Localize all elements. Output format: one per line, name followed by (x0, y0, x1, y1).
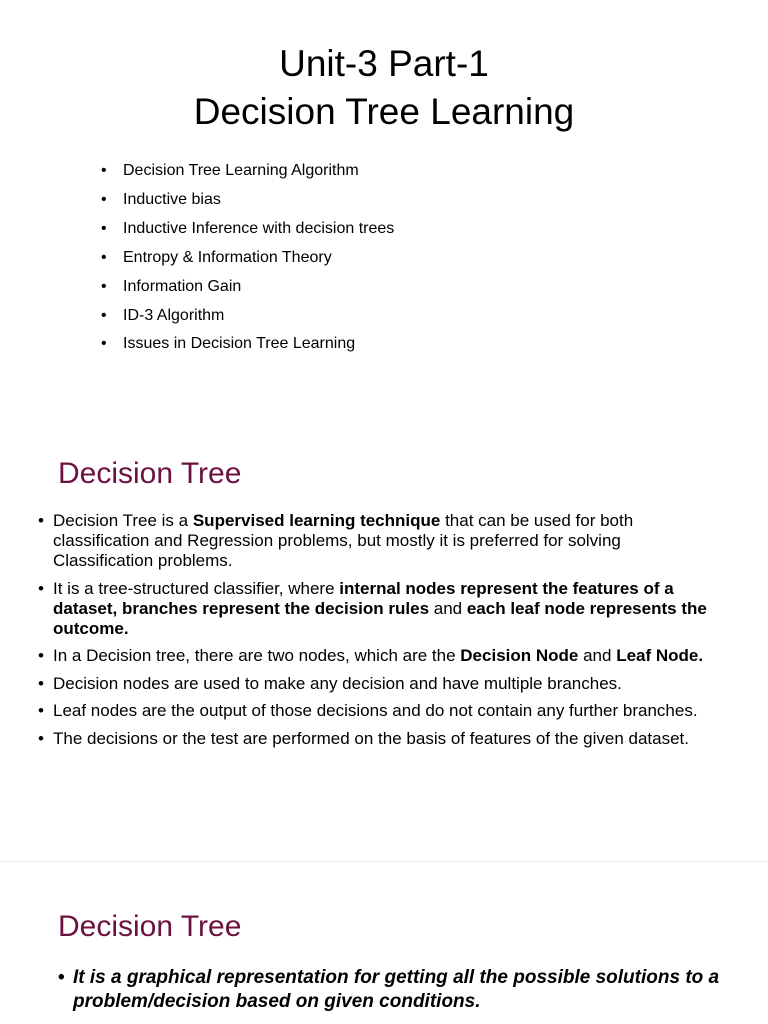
bullet-text: that can be used for both classification and Regression problems, but mostly it is preferred for solving Classification problems. (53, 511, 634, 570)
bullet-item: • The decisions or the test are performed on the basis of features of the given dataset. (38, 729, 708, 749)
bullet-item (38, 646, 708, 666)
description-list (58, 966, 738, 1014)
bullet-bold-text: internal nodes represent the features of a dataset, branches represent the decision rules (53, 578, 674, 618)
section-title: Decision Tree (58, 910, 242, 943)
title-line-2: Decision Tree Learning (193, 91, 575, 132)
topic-item: • ID-3 Algorithm (101, 302, 394, 331)
bullet-bold-text: Decision Node (460, 646, 579, 665)
bullet-item: • Decision nodes are used to make any decision and have multiple branches. (38, 674, 708, 694)
topic-item: • Inductive bias (101, 186, 394, 215)
bullet-bold-text: each leaf node represents the outcome. (53, 598, 707, 638)
topic-item: • Decision Tree Learning Algorithm (101, 157, 394, 186)
definition-list (38, 511, 708, 756)
slide-title (0, 0, 768, 430)
bullet-bold-text: Supervised learning technique (192, 511, 441, 530)
bullet-text: In a Decision tree, there are two nodes, which are the (53, 646, 461, 665)
topic-item: • Entropy & Information Theory (101, 244, 394, 273)
section-title: Decision Tree (58, 457, 242, 490)
slide-decision-tree-1 (0, 430, 768, 860)
bullet-item: • It is a graphical representation for getting all the possible solutions to a problem/decision based on given conditions. (58, 966, 738, 1014)
bullet-text: It is a tree-structured classifier, where (53, 578, 340, 598)
bullet-bold-text: Leaf Node. (616, 646, 704, 665)
bullet-item (38, 511, 708, 571)
topics-list (101, 157, 394, 359)
bullet-text: and (578, 646, 617, 665)
bullet-text: and (429, 598, 467, 618)
topic-item: • Inductive Inference with decision trees (101, 215, 394, 244)
topic-item: • Issues in Decision Tree Learning (101, 330, 394, 359)
bullet-item: • Leaf nodes are the output of those decisions and do not contain any further branches. (38, 701, 708, 721)
bullet-text: Decision Tree is a (53, 511, 193, 530)
slide-main-title (0, 40, 768, 136)
title-line-1: Unit-3 Part-1 (279, 43, 489, 84)
topic-item: • Information Gain (101, 273, 394, 302)
bullet-item (38, 579, 708, 639)
slide-decision-tree-2 (0, 862, 768, 1024)
